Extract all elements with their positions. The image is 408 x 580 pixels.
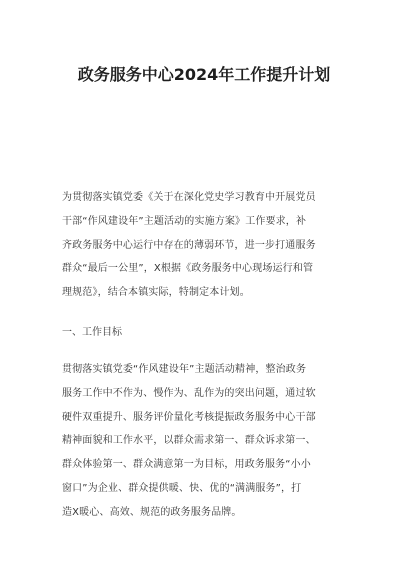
paragraph-line: 群众“最后一公里”，X根据《政务服务中心现场运行和管 bbox=[62, 263, 314, 275]
paragraph-line: 齐政务服务中心运行中存在的薄弱环节，进一步打通服务 bbox=[62, 239, 316, 251]
paragraph-line: 群众体验第一、群众满意第一为目标，用政务服务“小小 bbox=[62, 459, 311, 471]
intro-paragraph bbox=[62, 186, 352, 305]
paragraph-line: 硬件双重提升、服务评价量化考核提振政务服务中心干部 bbox=[62, 411, 316, 423]
paragraph-line: 窗口”为企业、群众提供暖、快、优的“满满服务”，打 bbox=[62, 482, 302, 494]
paragraph-line: 精神面貌和工作水平，以群众需求第一、群众诉求第一、 bbox=[62, 435, 316, 447]
paragraph-line: 贯彻落实镇党委“作风建设年”主题活动精神，整治政务 bbox=[62, 364, 307, 375]
document-title: 政务服务中心2024年工作提升计划 bbox=[77, 65, 331, 84]
paragraph-line: 理规范》，结合本镇实际，特制定本计划。 bbox=[62, 287, 250, 299]
paragraph-line: 服务工作中不作为、慢作为、乱作为的突出问题，通过软 bbox=[62, 387, 316, 399]
paragraph-line: 为贯彻落实镇党委《关于在深化党史学习教育中开展党员 bbox=[62, 192, 316, 203]
section-heading: 一、工作目标 bbox=[62, 327, 122, 338]
paragraph-line: 造X暖心、高效、规范的政务服务品牌。 bbox=[62, 506, 242, 518]
goals-paragraph bbox=[62, 358, 352, 525]
paragraph-line: 干部“作风建设年”主题活动的实施方案》工作要求，补 bbox=[62, 215, 307, 227]
